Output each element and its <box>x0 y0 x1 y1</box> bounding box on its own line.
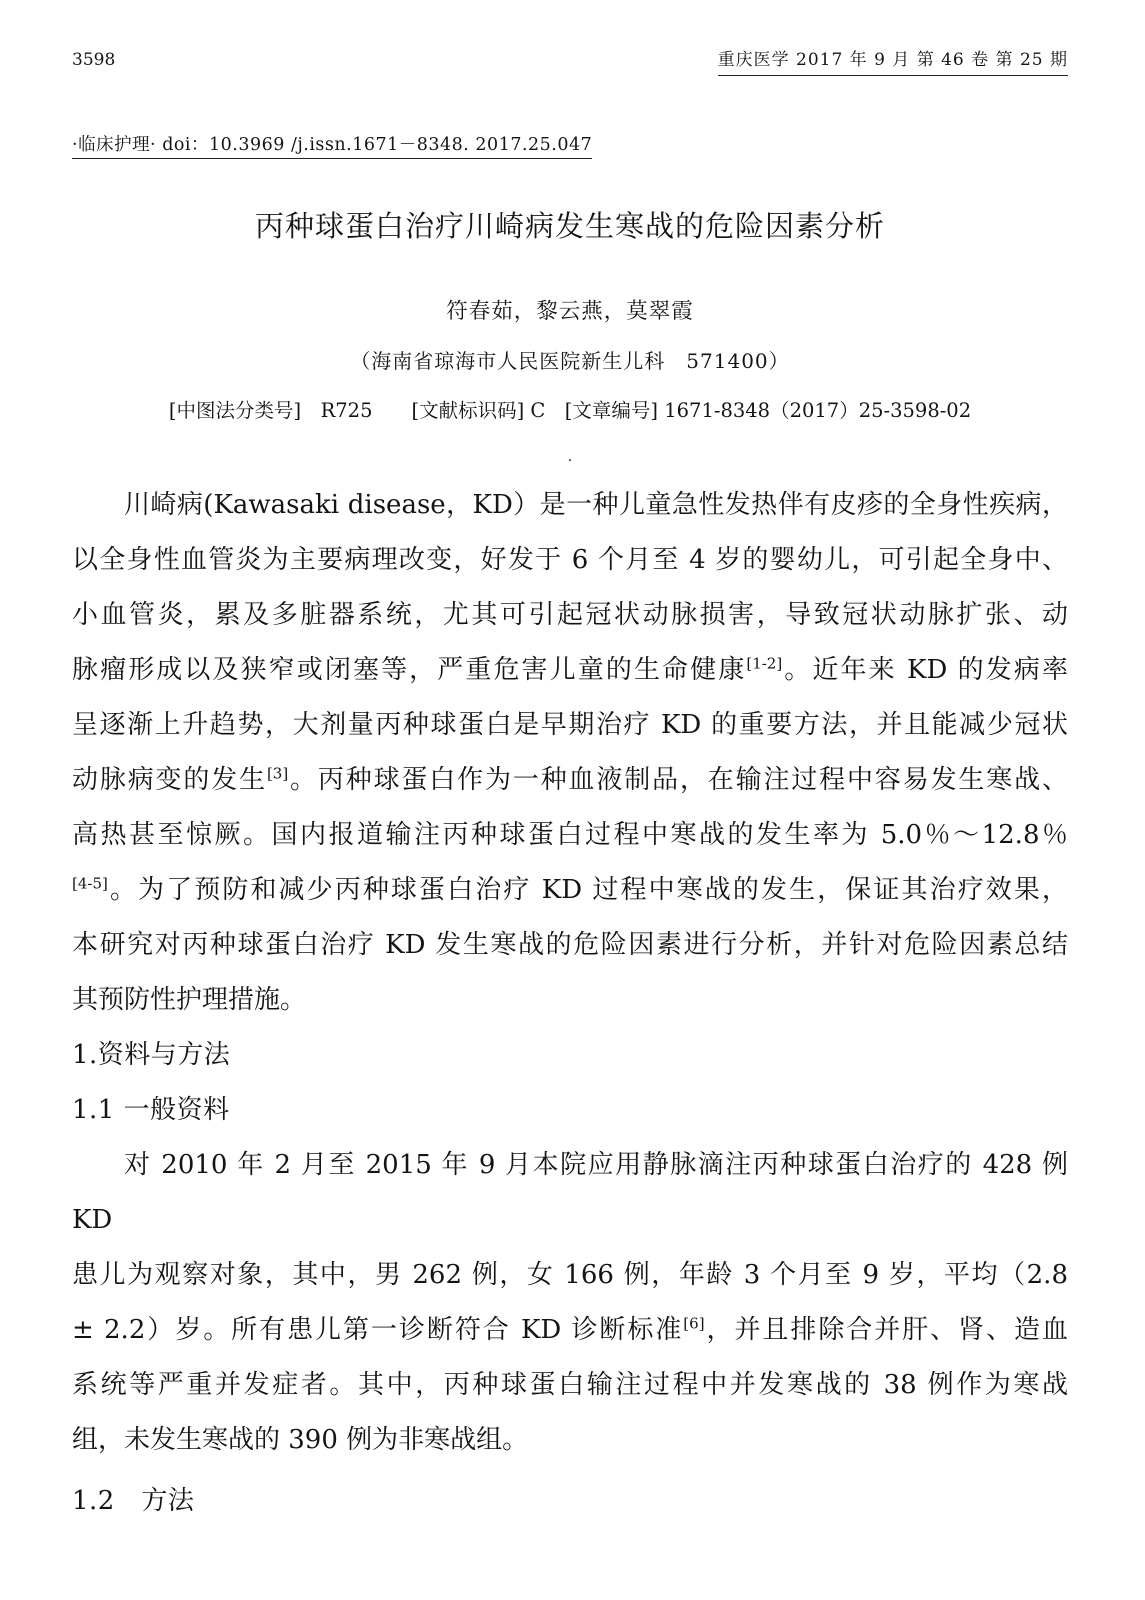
citation-superscript: [6] <box>683 1314 705 1333</box>
text-run: 组，未发生寒战的 390 例为非寒战组。 <box>72 1425 529 1455</box>
body-line <box>72 753 1068 808</box>
separator-dot: . <box>567 449 573 465</box>
text-run: ± 2.2）岁。所有患儿第一诊断符合 KD 诊断标准 <box>72 1315 684 1345</box>
body-line <box>72 698 1068 753</box>
body-line <box>72 1138 1068 1248</box>
text-run: 。为了预防和减少丙种球蛋白治疗 KD 过程中寒战的发生，保证其治疗效果， <box>107 875 1068 905</box>
body-line <box>72 863 1068 918</box>
journal-header: 重庆医学 2017 年 9 月 第 46 卷 第 25 期 <box>718 48 1068 76</box>
text-run: 1.资料与方法 <box>72 1040 231 1070</box>
citation-superscript: [1-2] <box>746 654 783 673</box>
body-line <box>72 1303 1068 1358</box>
section-heading <box>72 1083 1068 1138</box>
section-doi-row <box>72 132 1068 158</box>
affiliation: （海南省琼海市人民医院新生儿科 571400） <box>350 349 790 373</box>
body-line <box>72 643 1068 698</box>
body-line <box>72 478 1068 533</box>
text-run: 高热甚至惊厥。国内报道输注丙种球蛋白过程中寒战的发生率为 5.0％～12.8％ <box>72 820 1068 850</box>
body-line <box>72 588 1068 643</box>
citation-superscript: [4-5] <box>72 874 108 893</box>
classification-line: [中图法分类号] R725 [文献标识码] C [文章编号] 1671-8348（2017）25-3598-02 <box>168 399 972 422</box>
page-header <box>72 48 1068 76</box>
text-run: 患儿为观察对象，其中，男 262 例，女 166 例，年龄 3 个月至 9 岁，平均（2.8 <box>72 1260 1068 1290</box>
text-run: 。丙种球蛋白作为一种血液制品，在输注过程中容易发生寒战、 <box>288 765 1068 795</box>
text-run: 脉瘤形成以及狭窄或闭塞等，严重危害儿童的生命健康 <box>72 655 747 685</box>
text-run: 1.1 一般资料 <box>72 1095 230 1125</box>
authors: 符春茹，黎云燕，莫翠霞 <box>446 299 694 324</box>
body-line <box>72 973 1068 1028</box>
text-run: 1.2 方法 <box>72 1486 195 1516</box>
text-run: 呈逐渐上升趋势，大剂量丙种球蛋白是早期治疗 KD 的重要方法，并且能减少冠状 <box>72 710 1068 740</box>
body-line <box>72 1358 1068 1413</box>
text-run: 系统等严重并发症者。其中，丙种球蛋白输注过程中并发寒战的 38 例作为寒战 <box>72 1370 1068 1400</box>
section-heading <box>72 1474 1068 1529</box>
text-run: ，并且排除合并肝、肾、造血 <box>704 1315 1068 1345</box>
text-run: 对 2010 年 2 月至 2015 年 9 月本院应用静脉滴注丙种球蛋白治疗的 428 例 KD <box>72 1150 1068 1235</box>
article-body <box>72 478 1068 1529</box>
body-line <box>72 808 1068 863</box>
text-run: 其预防性护理措施。 <box>72 985 307 1015</box>
text-run: 本研究对丙种球蛋白治疗 KD 发生寒战的危险因素进行分析，并针对危险因素总结 <box>72 930 1068 960</box>
section-heading <box>72 1028 1068 1083</box>
text-run: 。近年来 KD 的发病率 <box>782 655 1068 685</box>
text-run: 小血管炎，累及多脏器系统，尤其可引起冠状动脉损害，导致冠状动脉扩张、动 <box>72 600 1068 630</box>
section-doi-text: ·临床护理· doi：10.3969 /j.issn.1671－8348. 2017.25.047 <box>72 135 592 159</box>
text-run: 以全身性血管炎为主要病理改变，好发于 6 个月至 4 岁的婴幼儿，可引起全身中、 <box>72 545 1068 575</box>
text-run: 川崎病(Kawasaki disease，KD）是一种儿童急性发热伴有皮疹的全身性疾病， <box>124 490 1068 520</box>
body-line <box>72 1413 1068 1468</box>
body-line <box>72 918 1068 973</box>
body-line <box>72 1248 1068 1303</box>
body-line <box>72 533 1068 588</box>
page-number: 3598 <box>72 50 116 70</box>
article-title: 丙种球蛋白治疗川崎病发生寒战的危险因素分析 <box>254 209 885 243</box>
citation-superscript: [3] <box>266 764 289 783</box>
text-run: 动脉病变的发生 <box>72 765 267 795</box>
